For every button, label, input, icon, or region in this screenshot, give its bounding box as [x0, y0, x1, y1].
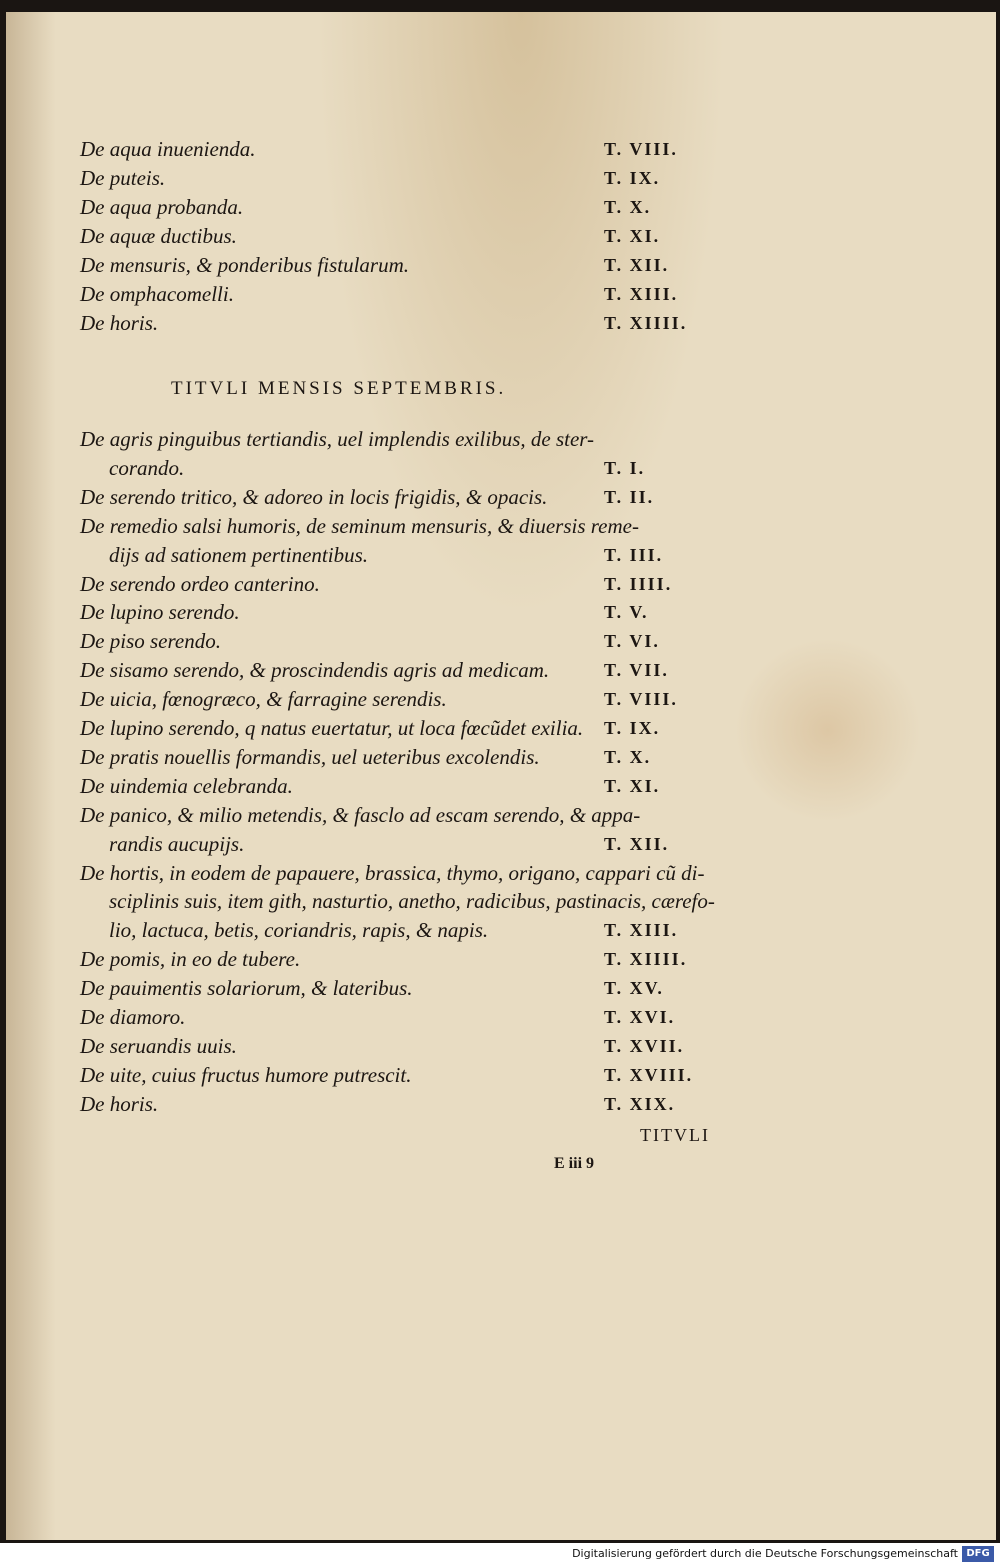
entry-text: De pratis nouellis formandis, uel ueteribus excolendis.	[80, 744, 540, 769]
entry-text: De aquæ ductibus.	[80, 224, 237, 248]
title-entry	[80, 743, 720, 772]
title-entry	[80, 251, 720, 280]
entry-text: sciplinis suis, item gith, nasturtio, anetho, radicibus, pastinacis, cærefo-	[109, 889, 715, 914]
entry-number: T. IX.	[604, 718, 661, 738]
entry-text: De lupino serendo, q natus euertatur, ut loca fœcũdet exilia.	[80, 716, 584, 740]
title-entry	[80, 859, 720, 888]
footer-bar	[0, 1543, 1000, 1567]
entry-text: De uicia, fœnogræco, & farragine serendis.	[80, 687, 447, 712]
entry-number: T. VIII.	[604, 139, 678, 159]
footer-credit: Digitalisierung gefördert durch die Deutsche Forschungsgemeinschaft	[572, 1547, 958, 1560]
entry-number: T. II.	[604, 486, 655, 507]
entry-number: T. V.	[604, 602, 649, 623]
title-entry	[80, 135, 720, 164]
entry-number: T. VIII.	[604, 689, 678, 710]
entry-text: De lupino serendo.	[80, 600, 240, 625]
entry-text: dijs ad sationem pertinentibus.	[109, 542, 368, 567]
title-entry	[109, 887, 749, 916]
entry-text: De seruandis uuis.	[80, 1033, 237, 1058]
entry-text: De horis.	[80, 1091, 159, 1116]
title-entry	[80, 280, 720, 309]
entry-number: T. VI.	[604, 631, 660, 652]
entry-number: T. X.	[604, 197, 652, 217]
title-entry	[80, 772, 720, 801]
section-heading: TITVLI MENSIS SEPTEMBRIS.	[171, 378, 507, 399]
title-entry	[80, 425, 720, 454]
entry-text: De pauimentis solariorum, & lateribus.	[80, 976, 413, 1001]
title-entry	[80, 656, 720, 685]
title-entry	[80, 714, 720, 743]
entry-text: De hortis, in eodem de papauere, brassica, thymo, origano, cappari cũ di-	[80, 860, 705, 885]
entry-text: randis aucupijs.	[109, 831, 245, 856]
title-entry	[80, 570, 720, 599]
entry-number: T. XII.	[604, 833, 670, 854]
title-entry	[109, 541, 749, 570]
entry-text: De remedio salsi humoris, de seminum mensuris, & diuersis reme-	[80, 513, 639, 538]
signature-mark: E iii 9	[554, 1155, 595, 1172]
entry-number: T. XI.	[604, 226, 661, 246]
entry-text: De uite, cuius fructus humore putrescit.	[80, 1062, 412, 1087]
entry-number: T. III.	[604, 544, 664, 565]
title-entry	[109, 830, 749, 859]
title-entry	[80, 1032, 720, 1061]
title-entry	[80, 193, 720, 222]
entry-number: T. XIIII.	[604, 313, 688, 333]
title-entry	[80, 164, 720, 193]
entry-number: T. XIII.	[604, 920, 679, 941]
entry-text: De mensuris, & ponderibus fistularum.	[80, 253, 410, 277]
entry-number: T. X.	[604, 746, 652, 767]
entry-text: De serendo tritico, & adoreo in locis frigidis, & opacis.	[80, 484, 548, 509]
entry-number: T. VII.	[604, 660, 669, 681]
title-entry	[80, 598, 720, 627]
entry-text: De diamoro.	[80, 1005, 186, 1029]
entry-number: T. XIIII.	[604, 949, 688, 970]
entry-number: T. IX.	[604, 168, 661, 188]
entry-text: De aqua inuenienda.	[80, 137, 256, 161]
catchword: TITVLI	[640, 1125, 710, 1145]
entry-text: De horis.	[80, 311, 159, 335]
entry-text: De panico, & milio metendis, & fasclo ad escam serendo, & appa-	[80, 802, 641, 827]
entry-number: T. XVIII.	[604, 1064, 694, 1085]
title-entry	[80, 1090, 720, 1119]
title-entry	[80, 974, 720, 1003]
entry-number: T. IIII.	[604, 573, 673, 594]
entry-text: lio, lactuca, betis, coriandris, rapis, & napis.	[109, 918, 489, 943]
entry-text: corando.	[109, 455, 185, 480]
entry-number: T. XIII.	[604, 284, 679, 304]
dfg-logo: DFG	[962, 1546, 994, 1562]
title-entry	[80, 1003, 720, 1032]
entry-text: De pomis, in eo de tubere.	[80, 947, 301, 972]
entry-text: De agris pinguibus tertiandis, uel implendis exilibus, de ster-	[80, 427, 595, 451]
entry-number: T. XVII.	[604, 1035, 685, 1056]
title-entry	[80, 309, 720, 338]
title-entry	[80, 685, 720, 714]
title-entry	[109, 916, 749, 945]
entry-text: De piso serendo.	[80, 629, 221, 654]
entry-number: T. XV.	[604, 978, 664, 999]
entry-number: T. XI.	[604, 775, 661, 796]
title-entry	[80, 627, 720, 656]
title-entry	[80, 222, 720, 251]
entry-text: De aqua probanda.	[80, 195, 244, 219]
title-entry	[80, 512, 720, 541]
title-entry	[109, 454, 749, 483]
book-page	[6, 12, 996, 1540]
title-entry	[80, 945, 720, 974]
entry-text: De sisamo serendo, & proscindendis agris ad medicam.	[80, 658, 550, 683]
entry-text: De uindemia celebranda.	[80, 773, 293, 798]
title-entry	[80, 483, 720, 512]
entry-number: T. XIX.	[604, 1093, 676, 1114]
title-entry	[80, 1061, 720, 1090]
entry-number: T. I.	[604, 457, 646, 478]
title-entry	[80, 801, 720, 830]
entry-number: T. XII.	[604, 255, 670, 275]
entry-text: De serendo ordeo canterino.	[80, 571, 320, 596]
entry-text: De puteis.	[80, 166, 166, 190]
entry-text: De omphacomelli.	[80, 282, 234, 306]
entry-number: T. XVI.	[604, 1007, 676, 1027]
